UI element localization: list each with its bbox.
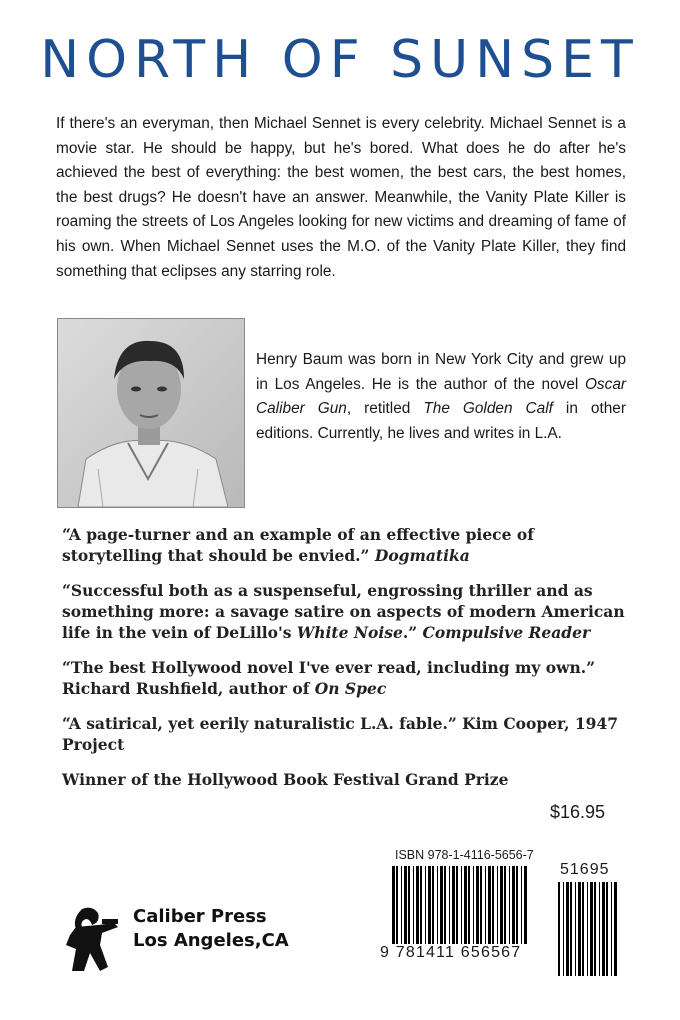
review-quote	[62, 657, 632, 699]
barcode-bar	[440, 866, 443, 944]
review-quote	[62, 713, 632, 755]
barcode-bar	[578, 882, 581, 976]
barcode-bar	[594, 882, 596, 976]
barcode-bar	[524, 866, 527, 944]
author-bio	[256, 348, 626, 446]
bio-text-3: in other editions. Currently, he lives and writes in L.A.	[256, 400, 626, 442]
barcode-bar	[570, 882, 572, 976]
barcode-bar	[428, 866, 431, 944]
barcode-bar	[590, 882, 593, 976]
barcode-bar	[461, 866, 462, 944]
barcode-bar	[468, 866, 470, 944]
barcode-bar	[516, 866, 518, 944]
barcode-bar	[512, 866, 515, 944]
barcode-bar	[396, 866, 398, 944]
barcode-bar	[401, 866, 402, 944]
barcode-bar	[444, 866, 446, 944]
quote-work-title: White Noise	[296, 623, 403, 642]
barcode-bar	[587, 882, 588, 976]
barcode-bar	[425, 866, 426, 944]
barcode-bar	[492, 866, 494, 944]
ean13-digits: 9 781411 656567	[380, 944, 522, 961]
barcode-bar	[464, 866, 467, 944]
barcode-bar	[566, 882, 569, 976]
barcode-bar	[614, 882, 617, 976]
publisher-logo	[62, 905, 122, 973]
barcode-bar	[392, 866, 395, 944]
barcode-bar	[575, 882, 576, 976]
barcode-bar	[413, 866, 414, 944]
price-code-digits: 51695	[560, 861, 610, 878]
bio-text-1: Henry Baum was born in New York City and grew up in Los Angeles. He is the author of the novel	[256, 351, 626, 393]
barcode-bar	[420, 866, 422, 944]
barcode-bar	[488, 866, 491, 944]
barcode-bar	[485, 866, 486, 944]
barcode-bar	[558, 882, 560, 976]
bio-book-title-1: Oscar Caliber Gun	[256, 375, 626, 418]
barcode-bar	[432, 866, 434, 944]
barcode-bar	[606, 882, 608, 976]
barcode-bar	[602, 882, 605, 976]
barcode-bar	[509, 866, 510, 944]
barcode-bar	[500, 866, 503, 944]
barcode-bar	[404, 866, 407, 944]
bio-text-2: , retitled	[346, 400, 424, 418]
barcode-bar	[449, 866, 450, 944]
review-quote	[62, 580, 632, 643]
barcode-bar	[497, 866, 498, 944]
author-photo	[57, 318, 245, 508]
quote-text: “Successful both as a suspenseful, engrossing thriller and as something more: a savage satire on aspects of modern American life in the vein of DeLillo's	[62, 581, 625, 642]
book-title: NORTH OF SUNSET	[40, 30, 640, 90]
publisher-name-text: Caliber Press	[133, 906, 267, 927]
quote-text: “A page-turner and an example of an effective piece of storytelling that should be envied.”	[62, 525, 534, 565]
quote-text: “A satirical, yet eerily naturalistic L.A. fable.” Kim Cooper, 1947 Project	[62, 714, 619, 754]
barcode-bar	[582, 882, 584, 976]
barcode-bar	[563, 882, 564, 976]
barcode-bar	[408, 866, 410, 944]
quote-text: “The best Hollywood novel I've ever read, including my own.” Richard Rushfield, author of	[62, 658, 596, 698]
barcode-bar	[437, 866, 438, 944]
barcode-bar	[611, 882, 612, 976]
quote-work-title: On Spec	[314, 679, 387, 698]
synopsis-paragraph: If there's an everyman, then Michael Sennet is every celebrity. Michael Sennet is a movie star. He should be happy, but he's bored. What does he do after he's achieved the best of everything: the best women, the best cars, the best homes, the best drugs? He doesn't have an answer. Meanwhile, the Vanity Plate Killer is roaming the streets of Los Angeles looking for new victims and dreaming of fame of his own. When Michael Sennet uses the M.O. of the Vanity Plate Killer, they find something that eclipses any starring role.	[56, 115, 626, 280]
publisher-name	[133, 905, 289, 953]
review-quotes	[62, 524, 632, 804]
quote-source: Compulsive Reader	[422, 623, 591, 642]
quote-text: .”	[402, 623, 423, 642]
barcode-bar	[473, 866, 474, 944]
award-line: Winner of the Hollywood Book Festival Grand Prize	[62, 770, 509, 789]
isbn-label: ISBN 978-1-4116-5656-7	[395, 848, 534, 862]
barcode-bar	[452, 866, 455, 944]
barcode-bar	[480, 866, 482, 944]
barcode-bar	[416, 866, 419, 944]
barcode-bar	[476, 866, 479, 944]
barcode-bar	[504, 866, 506, 944]
bio-book-title-2: The Golden Calf	[423, 400, 553, 418]
quote-source: Dogmatika	[374, 546, 470, 565]
review-quote	[62, 524, 632, 566]
barcode-bar	[521, 866, 522, 944]
publisher-location: Los Angeles,CA	[133, 930, 289, 951]
price-label: $16.95	[550, 802, 606, 822]
barcode-bar	[599, 882, 600, 976]
barcode-bar	[456, 866, 458, 944]
